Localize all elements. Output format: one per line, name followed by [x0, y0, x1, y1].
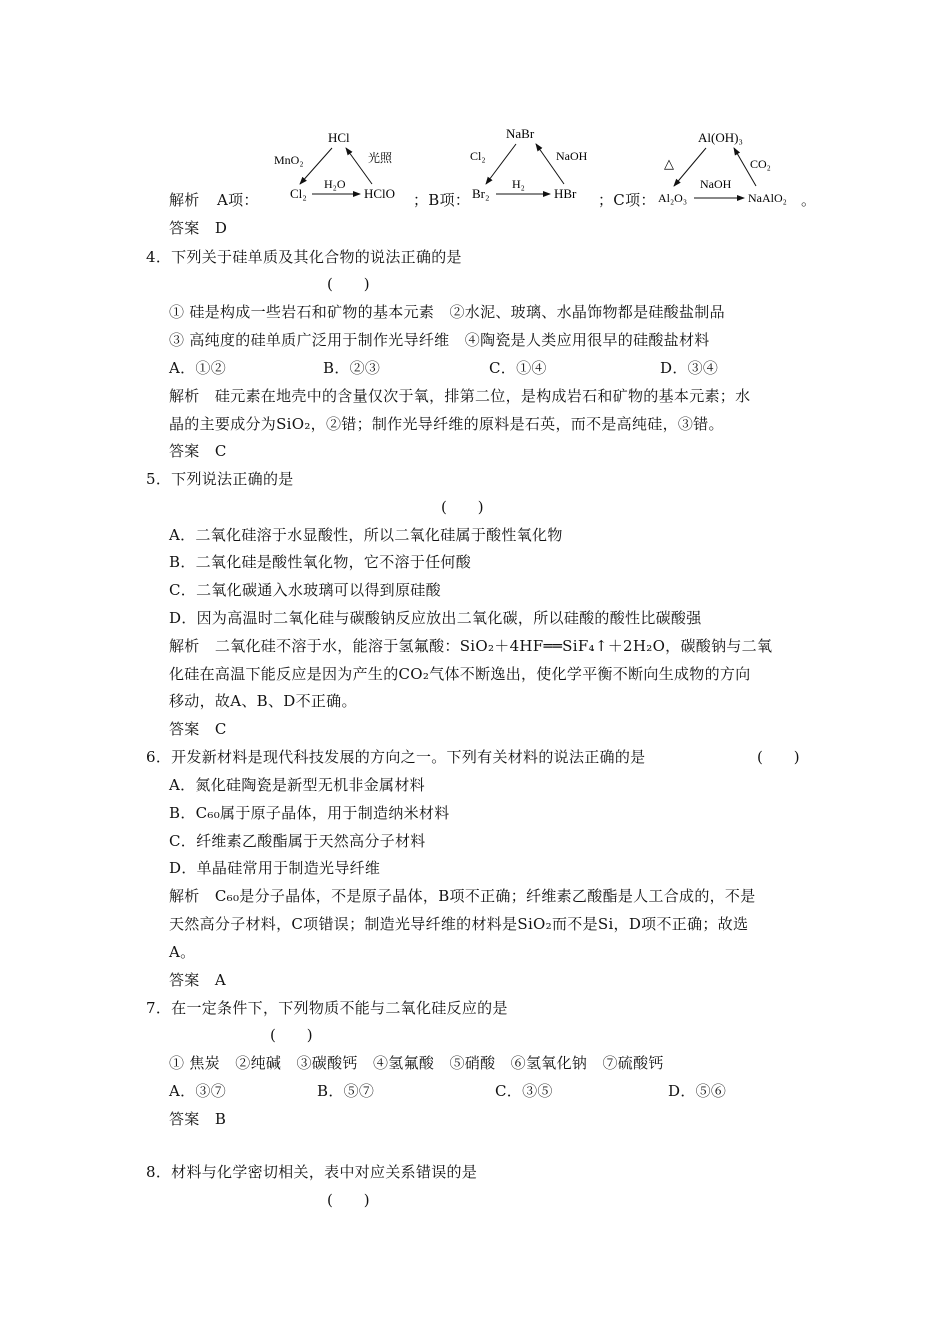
q7-option-b: B．⑤⑦ [317, 1082, 375, 1100]
q6-paren: ( ) [757, 748, 800, 766]
q6-analysis-1: 解析 C₆₀是分子晶体，不是原子晶体，B项不正确；纤维素乙酸酯是人工合成的，不是 [169, 887, 756, 905]
q6-answer: 答案 A [169, 971, 227, 989]
q7-stem: 7．在一定条件下，下列物质不能与二氧化硅反应的是 [146, 999, 508, 1017]
q6-stem: 6．开发新材料是现代科技发展的方向之一。下列有关材料的说法正确的是 [146, 748, 646, 766]
diagram-a-right-edge: 光照 [368, 151, 393, 165]
q5-paren: ( ) [441, 498, 484, 516]
q5-answer: 答案 C [169, 720, 227, 738]
q4-option-a: A．①② [169, 359, 227, 377]
q5-option-c: C．二氧化碳通入水玻璃可以得到原硅酸 [169, 581, 441, 599]
diagram-c-bottom-edge: NaOH [700, 177, 732, 191]
q7-option-d: D．⑤⑥ [668, 1082, 727, 1100]
diagram-a-left: Cl₂ [290, 186, 307, 201]
sentence-end: 。 [801, 191, 817, 209]
q5-analysis-3: 移动，故A、B、D不正确。 [169, 692, 357, 710]
q4-statement-2: ③ 高纯度的硅单质广泛用于制作光导纤维 ④陶瓷是人类应用很早的硅酸盐材料 [169, 331, 710, 349]
q6-analysis-3: A。 [169, 943, 196, 961]
diagram-c-top: Al(OH)₃ [698, 130, 743, 145]
diagram-b-left-edge: Cl₂ [470, 149, 486, 163]
diagram-aloh3-cycle [652, 126, 802, 208]
diagram-c-right-edge: CO₂ [750, 157, 771, 171]
q6-option-d: D．单晶硅常用于制造光导纤维 [169, 859, 381, 877]
diagram-hcl-cycle [272, 126, 414, 208]
diagram-c-right: NaAlO₂ [748, 191, 787, 205]
item-b-label: ；B项： [413, 191, 471, 209]
q7-paren: ( ) [270, 1026, 313, 1044]
q6-option-b: B．C₆₀属于原子晶体，用于制造纳米材料 [169, 804, 450, 822]
q7-option-c: C．③⑤ [495, 1082, 553, 1100]
q4-statement-1: ① 硅是构成一些岩石和矿物的基本元素 ②水泥、玻璃、水晶饰物都是硅酸盐制品 [169, 303, 725, 321]
q4-option-b: B．②③ [323, 359, 381, 377]
q5-option-d: D．因为高温时二氧化硅与碳酸钠反应放出二氧化碳，所以硅酸的酸性比碳酸强 [169, 609, 702, 627]
diagram-b-top: NaBr [506, 126, 535, 141]
diagram-c-left: Al₂O₃ [658, 191, 688, 205]
diagram-b-right: HBr [554, 186, 577, 201]
q8-stem: 8．材料与化学密切相关，表中对应关系错误的是 [146, 1163, 478, 1181]
diagram-a-left-edge: MnO₂ [274, 153, 304, 167]
q7-option-a: A．③⑦ [169, 1082, 227, 1100]
q5-analysis-2: 化硅在高温下能反应是因为产生的CO₂气体不断逸出，使化学平衡不断向生成物的方向 [169, 665, 751, 683]
q4-analysis-1: 解析 硅元素在地壳中的含量仅次于氧，排第二位，是构成岩石和矿物的基本元素；水 [169, 387, 751, 405]
diagram-b-right-edge: NaOH [556, 149, 588, 163]
diagram-b-left: Br₂ [472, 186, 490, 201]
q4-stem: 4．下列关于硅单质及其化合物的说法正确的是 [146, 248, 462, 266]
q5-stem: 5．下列说法正确的是 [146, 470, 294, 488]
q4-answer: 答案 C [169, 442, 227, 460]
item-a-label: A项： [217, 191, 259, 209]
diagram-c-left-edge: △ [664, 156, 674, 171]
diagram-a-bottom-edge: H₂O [324, 177, 346, 191]
q5-analysis-1: 解析 二氧化硅不溶于水，能溶于氢氟酸：SiO₂＋4HF══SiF₄↑＋2H₂O，碳酸钠与二氧 [169, 637, 773, 655]
q5-option-b: B．二氧化硅是酸性氧化物，它不溶于任何酸 [169, 553, 472, 571]
diagram-a-right: HClO [364, 186, 396, 201]
q7-items: ① 焦炭 ②纯碱 ③碳酸钙 ④氢氟酸 ⑤硝酸 ⑥氢氧化钠 ⑦硫酸钙 [169, 1054, 664, 1072]
q4-option-c: C．①④ [489, 359, 547, 377]
q5-option-a: A．二氧化硅溶于水显酸性，所以二氧化硅属于酸性氧化物 [169, 526, 563, 544]
item-c-label: ；C项： [598, 191, 656, 209]
q4-option-d: D．③④ [660, 359, 719, 377]
q7-answer: 答案 B [169, 1110, 227, 1128]
diagram-b-bottom-edge: H₂ [512, 177, 525, 191]
analysis-label: 解析 [169, 191, 200, 209]
diagram-nabr-cycle [466, 122, 600, 208]
q6-option-c: C．纤维素乙酸酯属于天然高分子材料 [169, 832, 426, 850]
q4-analysis-2: 晶的主要成分为SiO₂，②错；制作光导纤维的原料是石英，而不是高纯硅，③错。 [169, 415, 724, 433]
q3-answer: 答案 D [169, 219, 228, 237]
q8-paren: ( ) [327, 1191, 370, 1209]
q4-paren: ( ) [327, 275, 370, 293]
q6-analysis-2: 天然高分子材料，C项错误；制造光导纤维的材料是SiO₂而不是Si，D项不正确；故选 [169, 915, 749, 933]
diagram-a-top: HCl [328, 130, 350, 145]
q6-option-a: A．氮化硅陶瓷是新型无机非金属材料 [169, 776, 425, 794]
